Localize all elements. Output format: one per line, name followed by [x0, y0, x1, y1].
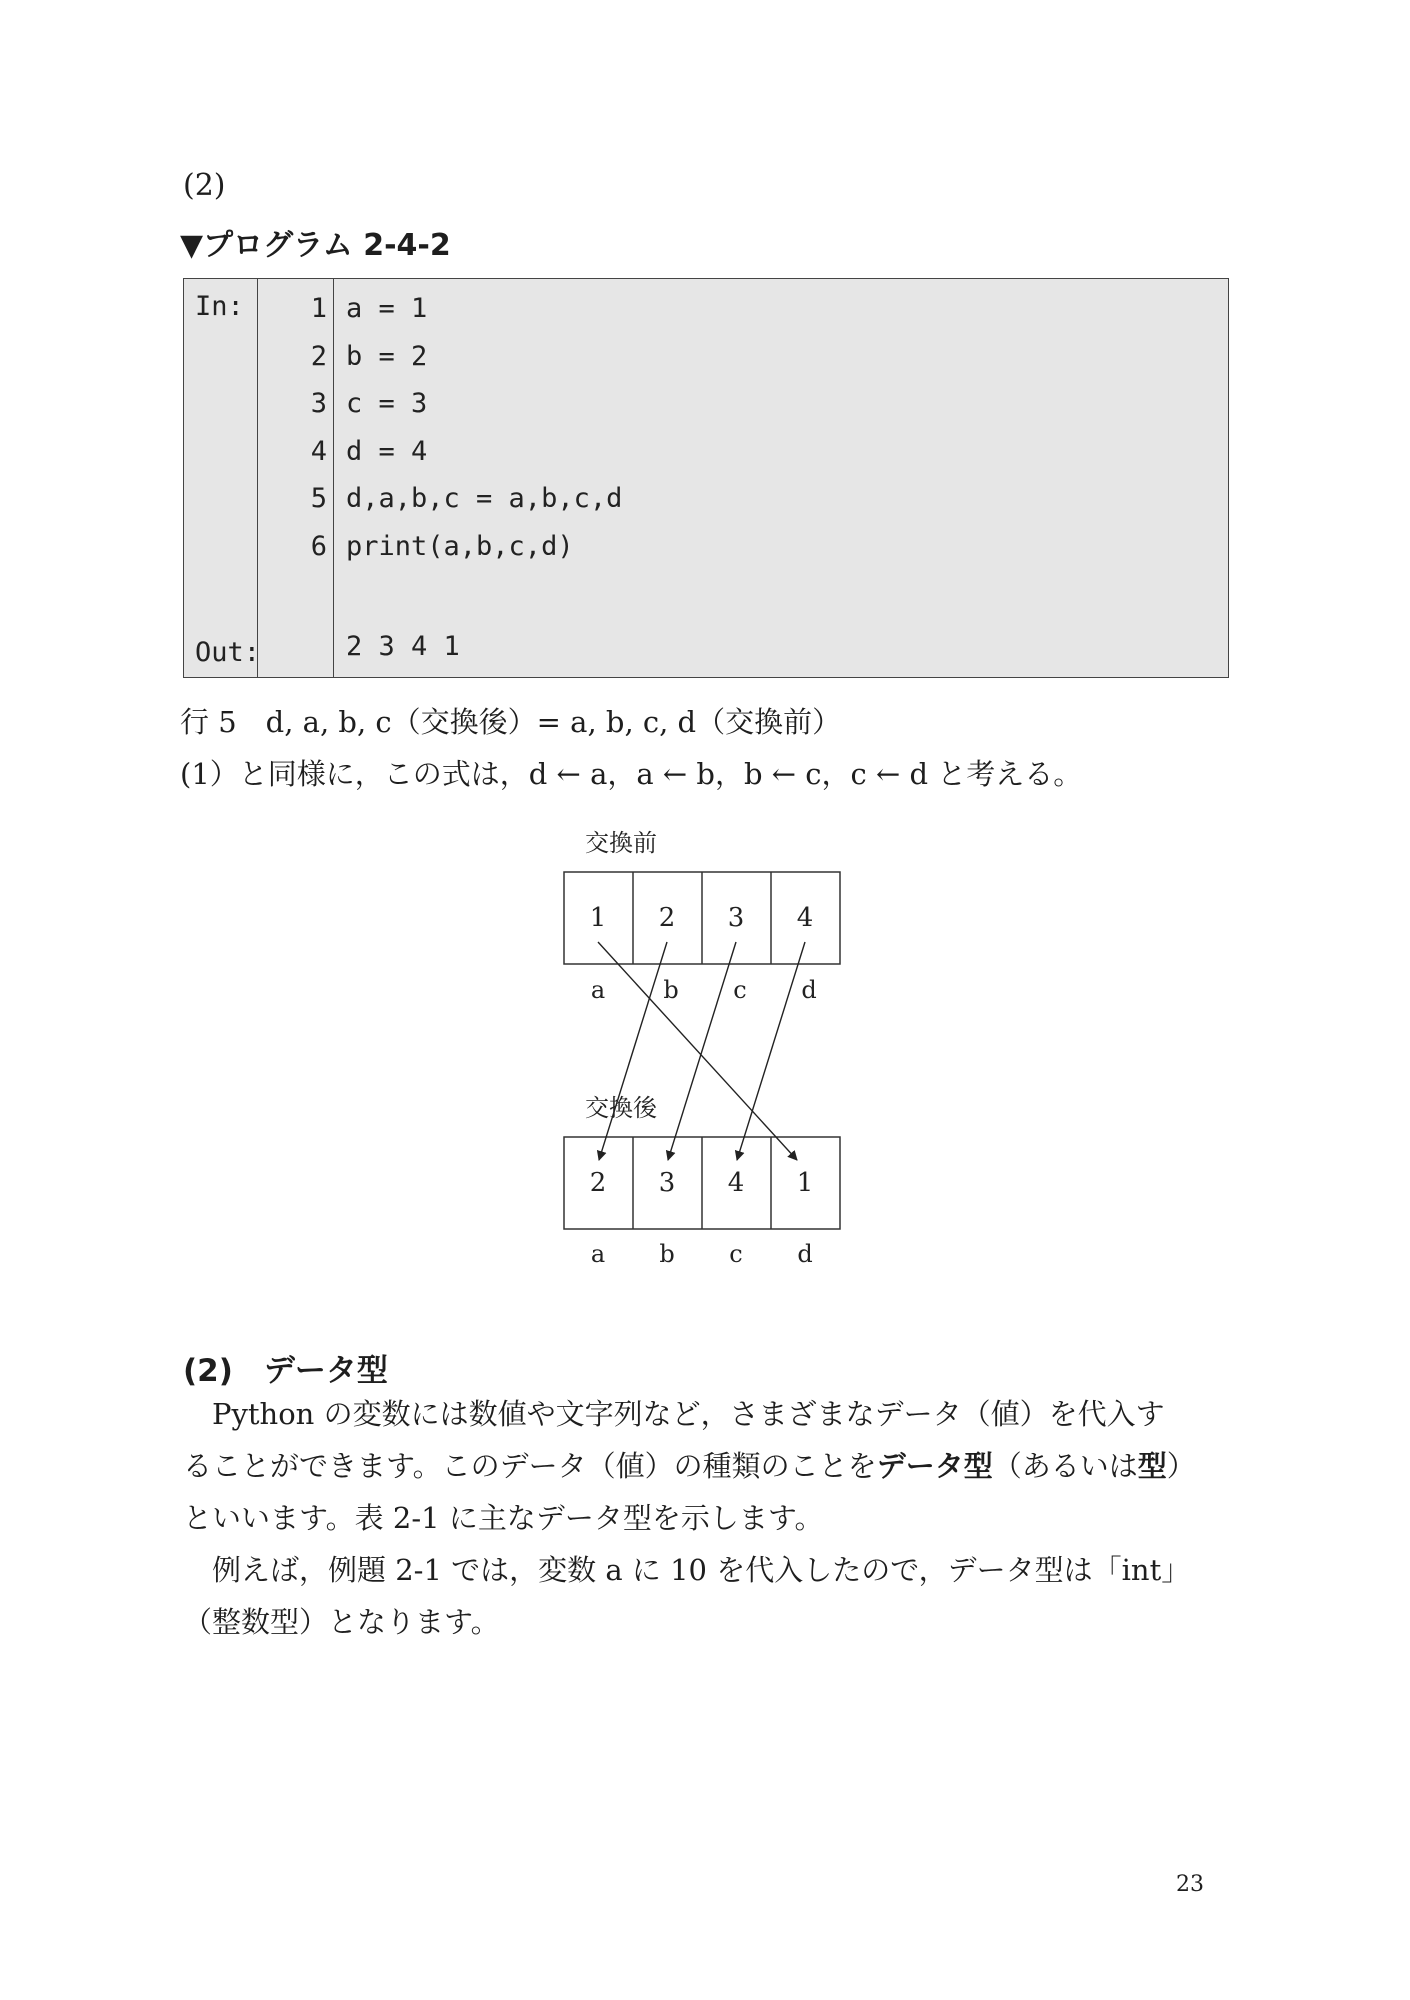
paragraph-line: Python の変数には数値や文字列など，さまざまなデータ（値）を代入す — [212, 1397, 1165, 1431]
code-line: c = 3 — [346, 388, 428, 419]
line-number: 4 — [310, 436, 327, 467]
code-line: print(a,b,c,d) — [346, 531, 574, 562]
var-label-top: c — [733, 976, 747, 1004]
swap-arrow-a-to-d — [598, 942, 797, 1160]
code-line: d = 4 — [346, 436, 428, 467]
var-label-bottom: a — [590, 1240, 606, 1268]
section-heading-data-type: (2) データ型 — [183, 1353, 388, 1389]
line-number: 1 — [310, 293, 327, 324]
text-segment: ） — [1166, 1449, 1196, 1483]
var-label-bottom: c — [729, 1240, 743, 1268]
code-output: 2 3 4 1 — [346, 631, 460, 662]
text-segment: （あるいは — [992, 1449, 1138, 1483]
line-number: 2 — [310, 341, 327, 372]
var-label-top: b — [663, 976, 679, 1004]
before-value: 3 — [727, 903, 745, 933]
var-label-bottom: b — [659, 1240, 675, 1268]
line-number: 3 — [310, 388, 327, 419]
after-label: 交換後 — [585, 1094, 657, 1122]
paragraph-line: 例えば，例題 2-1 では，変数 a に 10 を代入したので，データ型は「int」 — [212, 1553, 1191, 1587]
code-line: b = 2 — [346, 341, 428, 372]
program-title: ▼プログラム 2-4-2 — [180, 228, 451, 263]
code-line: d,a,b,c = a,b,c,d — [346, 483, 623, 514]
before-value: 2 — [658, 903, 676, 933]
line-number: 5 — [310, 483, 327, 514]
var-label-top: d — [801, 976, 817, 1004]
line-number: 6 — [310, 531, 327, 562]
term-data-type: データ型 — [876, 1449, 993, 1483]
var-label-bottom: d — [797, 1240, 813, 1268]
swap-arrow-c-to-b — [668, 942, 736, 1160]
paragraph-line: といいます。表 2-1 に主なデータ型を示します。 — [183, 1501, 824, 1535]
before-label: 交換前 — [585, 829, 657, 857]
code-line: a = 1 — [346, 293, 428, 324]
term-type: 型 — [1137, 1449, 1167, 1483]
swap-arrow-d-to-c — [737, 942, 805, 1160]
explanation-line-2: (1）と同様に，この式は，d ← a，a ← b，b ← c，c ← d と考える。 — [180, 757, 1083, 791]
explanation-line-1: 行 5 d, a, b, c（交換後）= a, b, c, d（交換前） — [180, 705, 842, 739]
in-label: In: — [195, 291, 244, 322]
paragraph-line — [183, 1440, 1233, 1492]
data-type-paragraph — [183, 1388, 1233, 1648]
paragraph-line: （整数型）となります。 — [183, 1605, 500, 1639]
after-value: 2 — [589, 1168, 607, 1198]
text-segment: ることができます。このデータ（値）の種類のことを — [183, 1449, 877, 1483]
out-label: Out: — [195, 637, 261, 668]
after-value: 4 — [727, 1168, 745, 1198]
swap-arrow-b-to-a — [599, 942, 667, 1160]
before-value: 1 — [589, 903, 607, 933]
section-marker: (2) — [183, 168, 226, 203]
before-value: 4 — [796, 903, 814, 933]
after-value: 3 — [658, 1168, 676, 1198]
page-number: 23 — [1176, 1872, 1204, 1897]
after-value: 1 — [796, 1168, 814, 1198]
var-label-top: a — [590, 976, 606, 1004]
